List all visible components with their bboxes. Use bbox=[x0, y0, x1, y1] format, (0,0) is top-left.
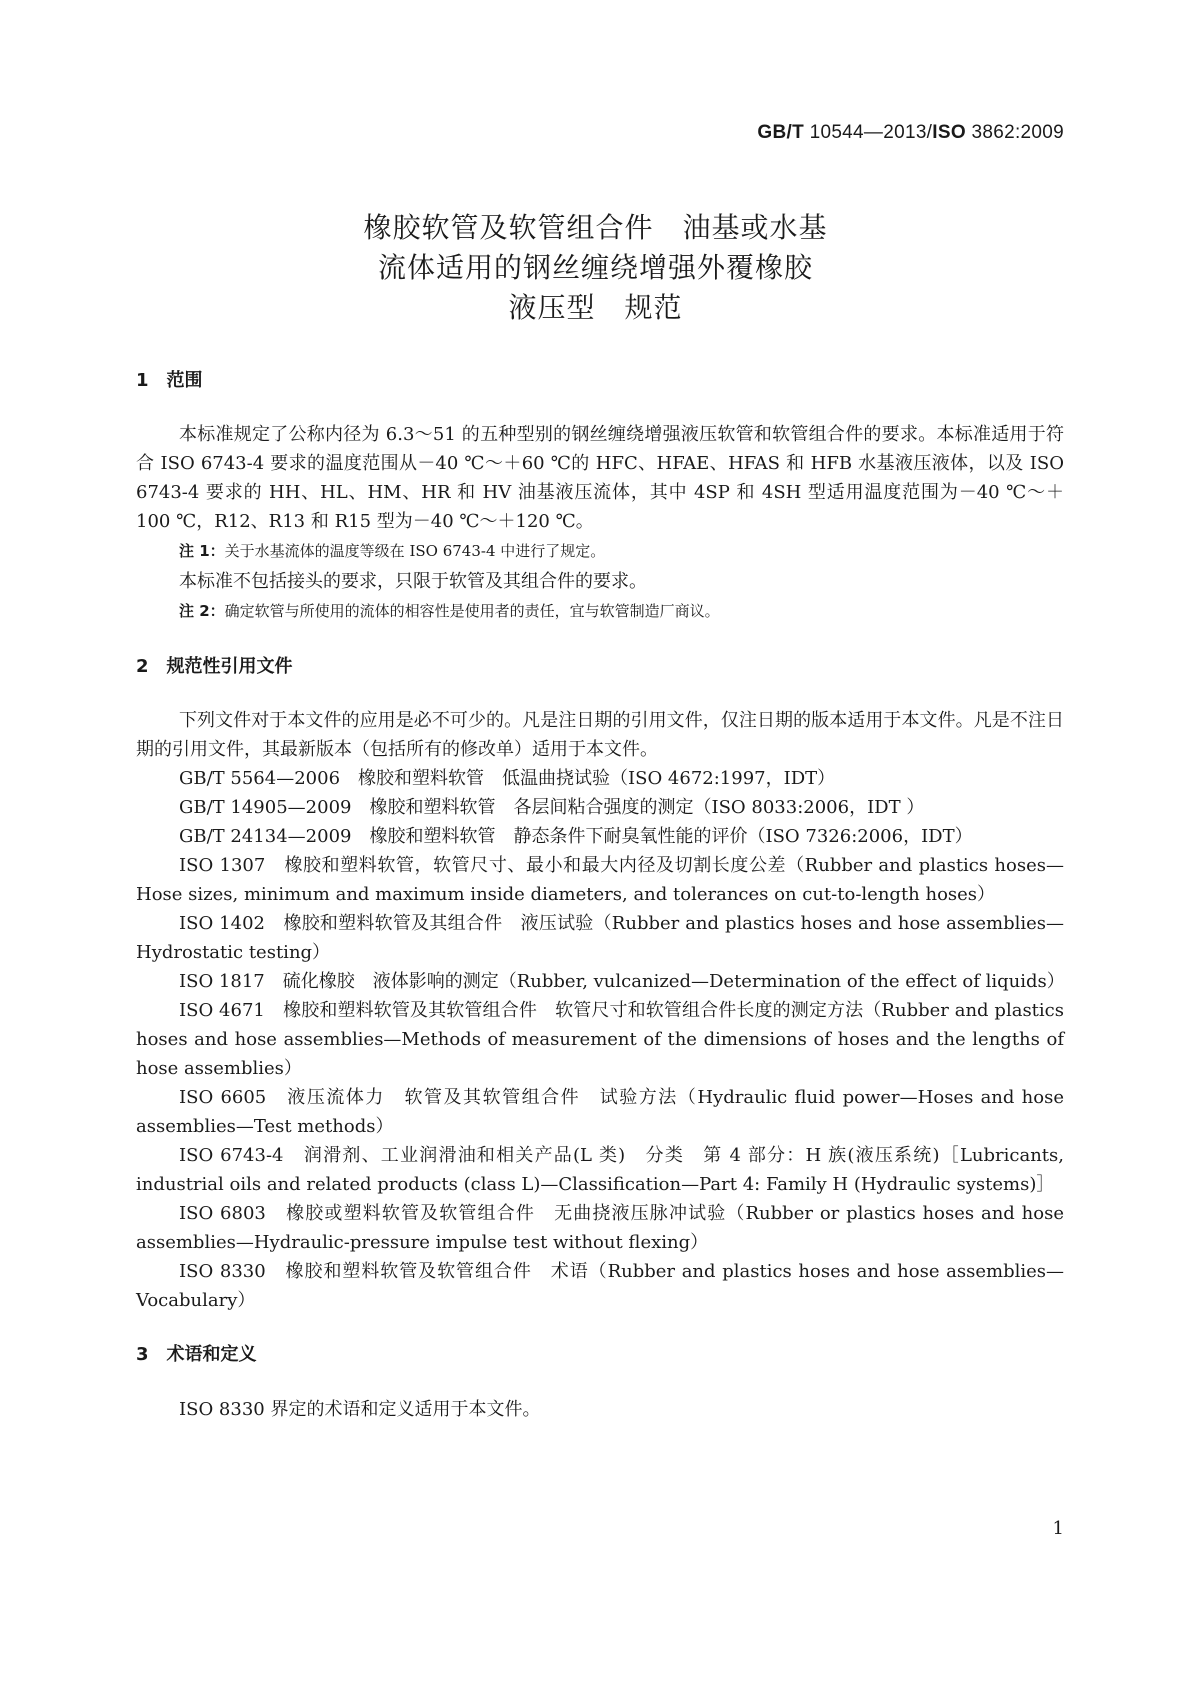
document-title bbox=[0, 208, 1191, 328]
reference-item: ISO 1307 橡胶和塑料软管，软管尺寸、最小和最大内径及切割长度公差（Rubber and plastics hoses—Hose sizes, minimum and maximum inside diameters, and tolerances on cut-to-length hoses） bbox=[136, 855, 1064, 905]
reference-item: ISO 8330 橡胶和塑料软管及软管组合件 术语（Rubber and plastics hoses and hose assemblies—Vocabulary） bbox=[136, 1261, 1064, 1311]
section-3-paragraph: ISO 8330 界定的术语和定义适用于本文件。 bbox=[179, 1399, 541, 1420]
std-no-prefix: GB/T bbox=[757, 122, 804, 143]
reference-item: ISO 4671 橡胶和塑料软管及其软管组合件 软管尺寸和软管组合件长度的测定方法（Rubber and plastics hoses and hose assemblies—Methods of measurement of the dimensions of hoses and the lengths of hose assemblies） bbox=[136, 1000, 1064, 1079]
reference-item: ISO 1817 硫化橡胶 液体影响的测定（Rubber, vulcanized—Determination of the effect of liquids） bbox=[179, 971, 1065, 992]
reference-item: ISO 6803 橡胶或塑料软管及软管组合件 无曲挠液压脉冲试验（Rubber or plastics hoses and hose assemblies—Hydraulic-pressure impulse test without flexing） bbox=[136, 1203, 1064, 1253]
reference-item: GB/T 24134—2009 橡胶和塑料软管 静态条件下耐臭氧性能的评价（ISO 7326:2006，IDT） bbox=[179, 826, 973, 847]
reference-item: ISO 6743-4 润滑剂、工业润滑油和相关产品(L 类) 分类 第 4 部分：H 族(液压系统)［Lubricants, industrial oils and related products (class L)—Classification—Part 4: Family H (Hydraulic systems)］ bbox=[136, 1145, 1064, 1195]
section-1-heading: 1 范围 bbox=[136, 370, 203, 391]
section-1-body bbox=[136, 420, 1064, 627]
std-no-iso: ISO bbox=[932, 122, 966, 143]
note-1 bbox=[136, 536, 1064, 567]
section-2-heading: 2 规范性引用文件 bbox=[136, 656, 293, 677]
title-line-2: 流体适用的钢丝缠绕增强外覆橡胶 bbox=[377, 251, 813, 284]
page-number: 1 bbox=[1052, 1518, 1064, 1539]
reference-item: GB/T 14905—2009 橡胶和塑料软管 各层间粘合强度的测定（ISO 8033:2006，IDT ） bbox=[179, 797, 925, 818]
std-no-end: 3862:2009 bbox=[965, 122, 1064, 143]
standard-number bbox=[757, 122, 1064, 144]
note-2 bbox=[136, 596, 1064, 627]
reference-item: ISO 6605 液压流体力 软管及其软管组合件 试验方法（Hydraulic fluid power—Hoses and hose assemblies—Test methods） bbox=[136, 1087, 1064, 1137]
section-2-intro: 下列文件对于本文件的应用是必不可少的。凡是注日期的引用文件，仅注日期的版本适用于本文件。凡是不注日期的引用文件，其最新版本（包括所有的修改单）适用于本文件。 bbox=[136, 710, 1064, 760]
reference-item: GB/T 5564—2006 橡胶和塑料软管 低温曲挠试验（ISO 4672:1997，IDT） bbox=[179, 768, 836, 789]
section-2-body bbox=[136, 706, 1064, 1315]
title-line-3: 液压型 规范 bbox=[508, 291, 683, 324]
note-2-label: 注 2： bbox=[179, 602, 225, 620]
section-1-paragraph: 本标准规定了公称内径为 6.3～51 的五种型别的钢丝缠绕增强液压软管和软管组合件的要求。本标准适用于符合 ISO 6743-4 要求的温度范围从－40 ℃～＋60 ℃的 HFC、HFAE、HFAS 和 HFB 水基液压液体，以及 ISO 6743-4 要求的 HH、HL、HM、HR 和 HV 油基液压流体，其中 4SP 和 4SH 型适用温度范围为－40 ℃～＋100 ℃，R12、R13 和 R15 型为－40 ℃～＋120 ℃。 bbox=[136, 424, 1064, 532]
title-line-1: 橡胶软管及软管组合件 油基或水基 bbox=[363, 211, 828, 244]
note-1-label: 注 1： bbox=[179, 542, 225, 560]
section-3-heading: 3 术语和定义 bbox=[136, 1344, 257, 1365]
section-3-body bbox=[136, 1395, 1064, 1424]
note-1-text: 关于水基流体的温度等级在 ISO 6743-4 中进行了规定。 bbox=[224, 542, 606, 560]
reference-item: ISO 1402 橡胶和塑料软管及其组合件 液压试验（Rubber and plastics hoses and hose assemblies—Hydrostatic testing） bbox=[136, 913, 1064, 963]
note-2-text: 确定软管与所使用的流体的相容性是使用者的责任，宜与软管制造厂商议。 bbox=[224, 602, 720, 620]
section-1-paragraph-2: 本标准不包括接头的要求，只限于软管及其组合件的要求。 bbox=[179, 571, 647, 592]
std-no-mid: 10544—2013/ bbox=[804, 122, 933, 143]
